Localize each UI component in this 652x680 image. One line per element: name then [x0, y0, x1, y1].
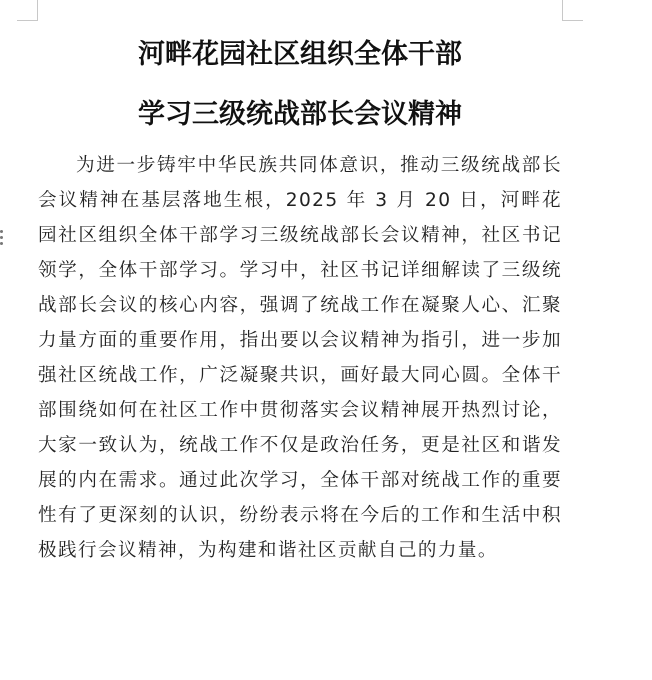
document-title-line-1: 河畔花园社区组织全体干部	[138, 39, 462, 70]
drag-handle-icon[interactable]	[0, 230, 4, 250]
crop-mark-top-right	[562, 0, 583, 21]
crop-mark-top-left	[17, 0, 38, 21]
document-title-line-2: 学习三级统战部长会议精神	[138, 99, 462, 130]
document-body-paragraph: 为进一步铸牢中华民族共同体意识，推动三级统战部长会议精神在基层落地生根，2025 年 3 月 20 日，河畔花园社区组织全体干部学习三级统战部长会议精神，社区书记领学，全体干部学习。学习中，社区书记详细解读了三级统战部长会议的核心内容，强调了统战工作在凝聚人心、汇聚力量方面的重要作用，指出要以会议精神为指引，进一步加强社区统战工作，广泛凝聚共识，画好最大同心圆。全体干部围绕如何在社区工作中贯彻落实会议精神展开热烈讨论，大家一致认为，统战工作不仅是政治任务，更是社区和谐发展的内在需求。通过此次学习，全体干部对统战工作的重要性有了更深刻的认识，纷纷表示将在今后的工作和生活中积极践行会议精神，为构建和谐社区贡献自己的力量。	[38, 155, 562, 561]
